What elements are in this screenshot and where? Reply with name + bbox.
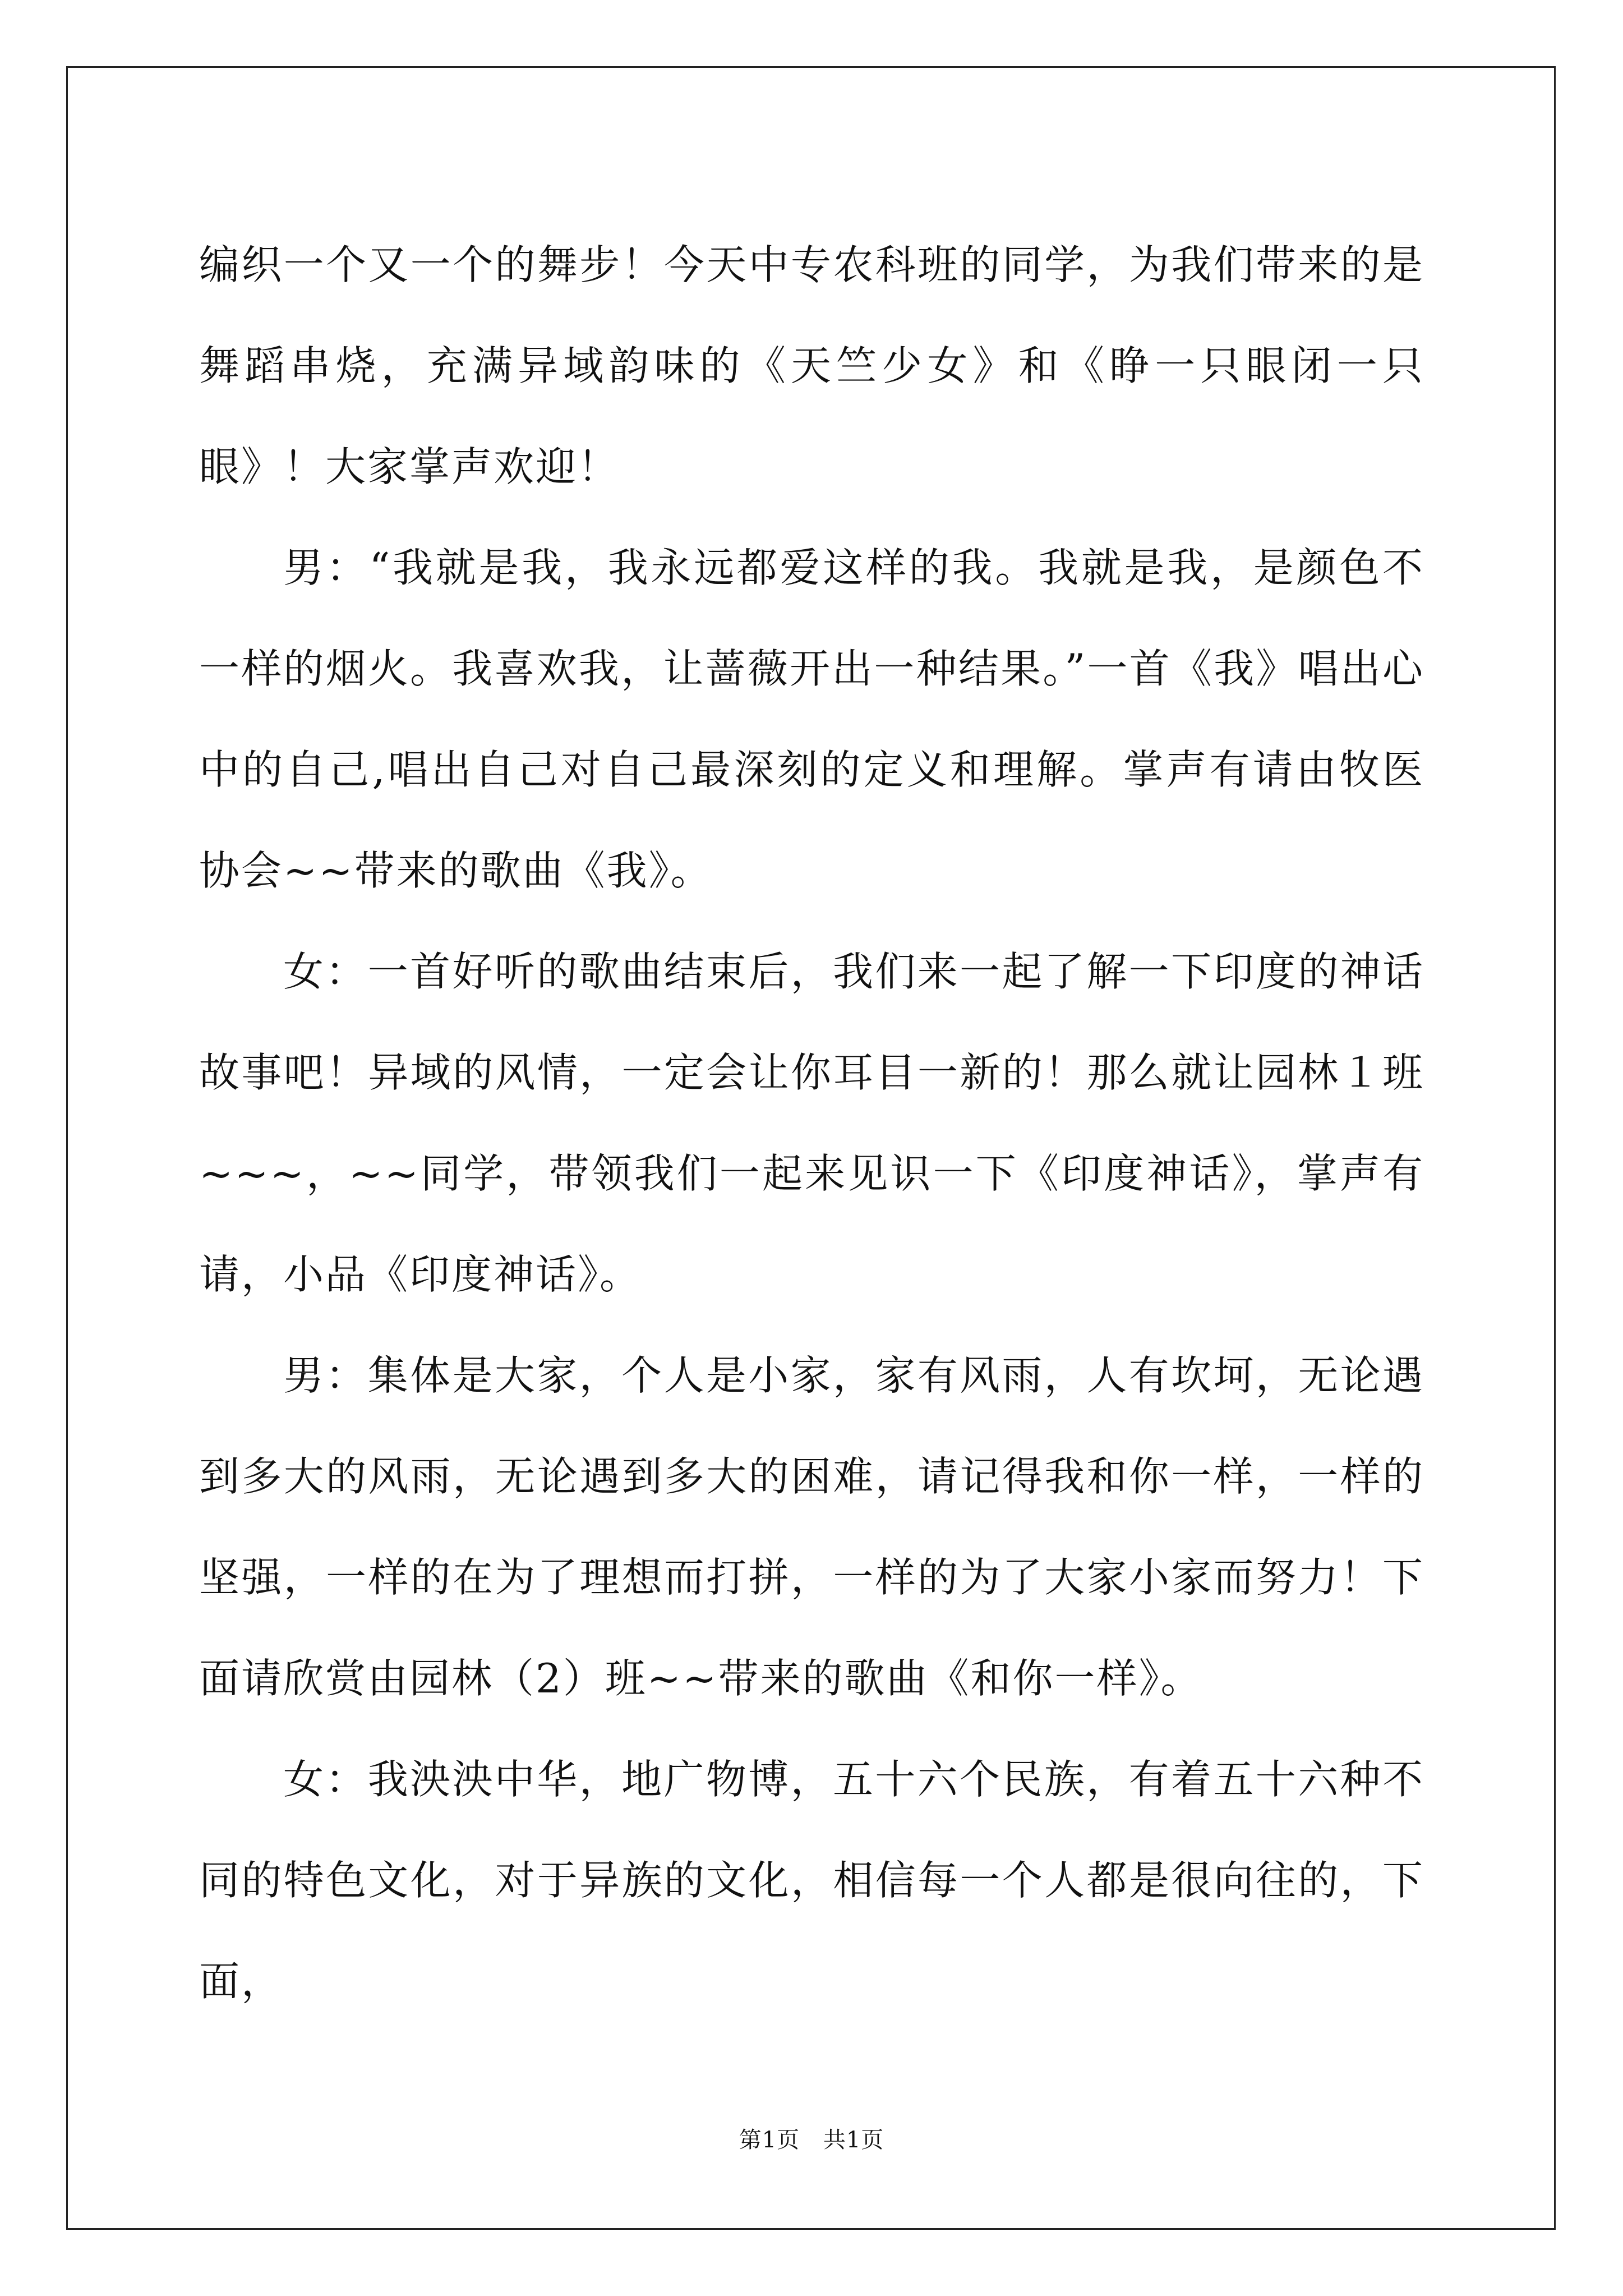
paragraph-male-song-wo: 男：“我就是我，我永远都爱这样的我。我就是我，是颜色不一样的烟火。我喜欢我，让蔷薇开出一种结果。”一首《我》唱出心中的自己,唱出自己对自己最深刻的定义和理解。掌声有请由牧医协会~~带来的歌曲《我》。 xyxy=(199,544,1424,894)
paragraph-female-culture: 女：我泱泱中华，地广物博，五十六个民族，有着五十六种不同的特色文化，对于异族的文化，相信每一个人都是很向往的，下面， xyxy=(199,1756,1424,2005)
document-body xyxy=(199,214,1424,2032)
page-footer xyxy=(0,2123,1623,2157)
page-total: 共1页 xyxy=(823,2127,884,2153)
paragraph-continued-dance: 编织一个又一个的舞步！今天中专农科班的同学，为我们带来的是舞蹈串烧，充满异域韵味的《天竺少女》和《睁一只眼闭一只眼》！大家掌声欢迎！ xyxy=(199,241,1424,490)
paragraph-male-song-heniyiyang: 男：集体是大家，个人是小家，家有风雨，人有坎坷，无论遇到多大的风雨，无论遇到多大的困难，请记得我和你一样，一样的坚强，一样的在为了理想而打拼，一样的为了大家小家而努力！下面请欣赏由园林（2）班~~带来的歌曲《和你一样》。 xyxy=(199,1352,1424,1702)
paragraph-female-india-myth: 女：一首好听的歌曲结束后，我们来一起了解一下印度的神话故事吧！异域的风情，一定会让你耳目一新的！那么就让园林１班~~~，~~同学，带领我们一起来见识一下《印度神话》，掌声有请，小品《印度神话》。 xyxy=(199,948,1424,1298)
page-number: 第1页 xyxy=(739,2127,800,2153)
